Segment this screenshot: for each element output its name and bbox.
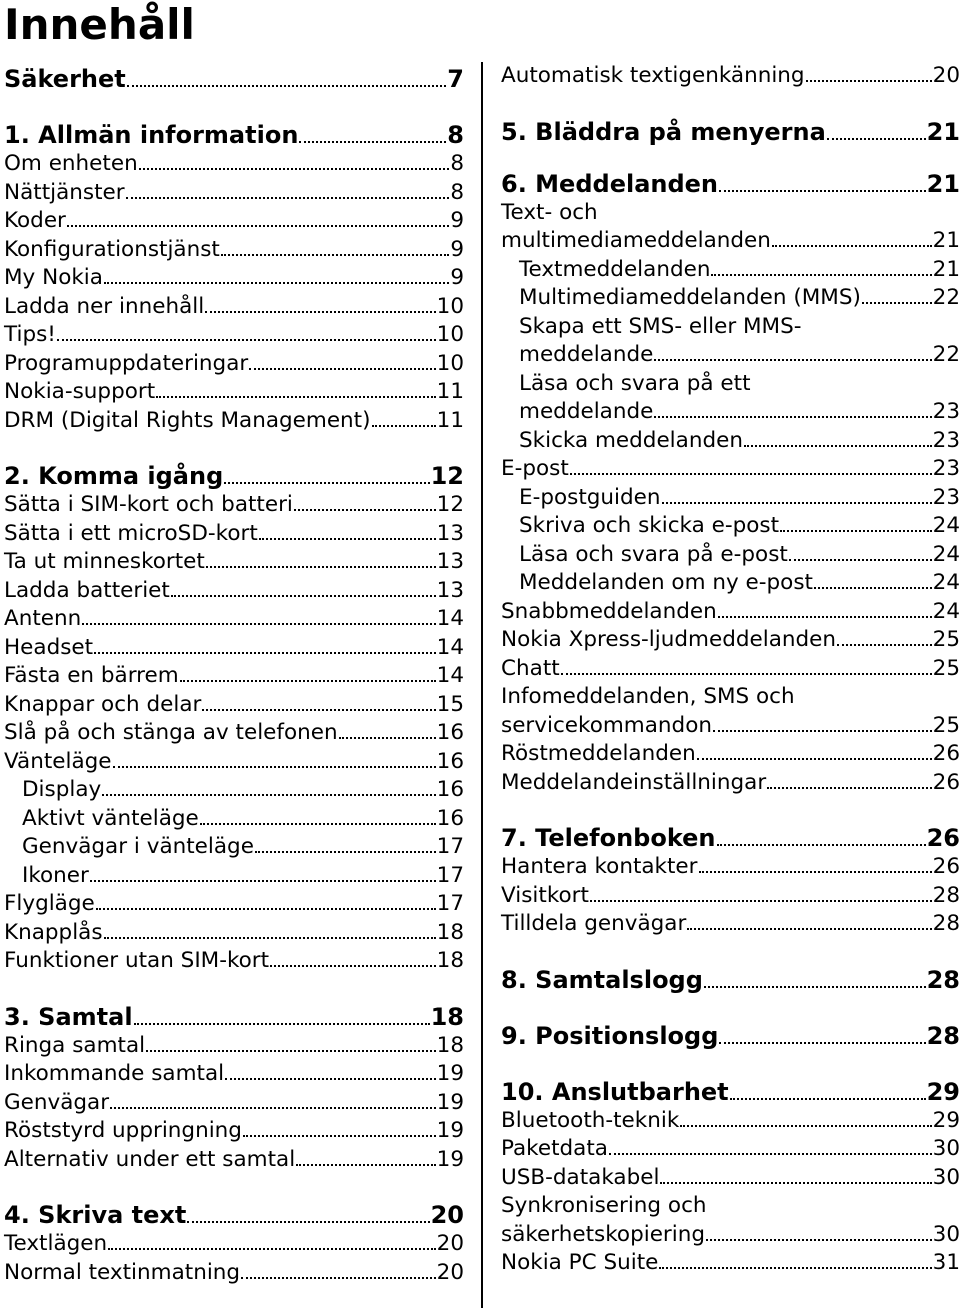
toc-page-number: 24 [932,570,960,595]
dot-leader [711,260,931,275]
toc-entry-text-line1: Infomeddelanden, SMS och [501,684,795,709]
toc-page-number: 17 [436,891,464,916]
toc-entry-text: Slå på och stänga av telefonen [4,720,338,745]
toc-page-number: 25 [932,655,960,681]
toc-entry[interactable] [4,150,464,179]
toc-entry-text: Läsa och svara på e-post [519,541,788,567]
toc-entry[interactable] [501,227,960,256]
toc-entry-text: meddelande [519,399,654,424]
toc-page-number: 10 [436,293,464,319]
toc-chapter[interactable] [501,169,960,199]
toc-page-number: 22 [932,285,960,310]
toc-entry-text: Nokia PC Suite [501,1250,659,1275]
dot-leader [299,126,446,143]
toc-entry[interactable] [4,293,464,322]
toc-page-number: 29 [932,1107,960,1133]
toc-entry[interactable] [501,398,960,427]
toc-entry-text: Meddelanden om ny e-post [519,570,813,595]
toc-entry[interactable] [4,1146,464,1175]
dot-leader [243,1122,436,1137]
toc-entry-text: Knapplås [4,919,103,945]
toc-page-number: 18 [430,1002,464,1031]
toc-page-number: 8 [447,121,464,149]
toc-entry-text: 2. Komma igång [4,462,224,490]
toc-page-number: 24 [932,513,960,538]
dot-leader [90,866,436,881]
toc-page-number: 22 [932,342,960,367]
toc-entry[interactable] [501,626,960,655]
toc-entry-text: 10. Anslutbarhet [501,1077,729,1106]
dot-leader [662,488,932,503]
toc-page-number: 28 [932,911,960,936]
dot-leader [706,1225,932,1240]
toc-page-number: 26 [932,854,960,879]
toc-chapter[interactable] [4,1002,464,1032]
toc-chapter[interactable] [4,1200,464,1230]
dot-leader [339,724,436,739]
dot-leader [127,70,447,87]
toc-page-number: 10 [436,350,464,376]
dot-leader [202,695,435,710]
dot-leader [102,781,435,796]
dot-leader [704,971,926,988]
toc-entry[interactable] [4,1060,464,1089]
toc-entry-text: Genvägar [4,1089,110,1115]
toc-page-number: 25 [932,712,960,738]
toc-chapter[interactable] [501,1077,960,1107]
dot-leader [294,496,436,511]
toc-entry-text: Nokia-support [4,379,156,404]
dot-leader [719,1027,925,1044]
dot-leader [200,809,436,824]
toc-entry[interactable] [4,179,464,208]
toc-page-number: 23 [932,456,960,481]
dot-leader [609,1140,932,1155]
toc-chapter[interactable] [501,117,960,147]
toc-page-number: 19 [436,1061,464,1086]
toc-entry[interactable] [4,378,464,407]
toc-entry-text: Hantera kontakter [501,854,698,879]
toc-entry-text: Säkerhet [4,65,126,93]
toc-entry-text: 8. Samtalslogg [501,965,703,994]
toc-page-number: 21 [926,169,960,198]
toc-entry[interactable] [4,947,464,976]
column-divider [481,62,483,1308]
toc-entry[interactable] [501,910,960,939]
toc-page-number: 14 [436,606,464,631]
toc-entry-text: DRM (Digital Rights Management) [4,407,371,433]
toc-entry-text: Nokia Xpress-ljudmeddelanden [501,627,836,652]
dot-leader [659,1254,931,1269]
dot-leader [255,838,436,853]
toc-page-number: 12 [436,492,464,517]
dot-leader [96,895,436,910]
toc-entry-text: Automatisk textigenkänning [501,63,805,88]
toc-entry[interactable] [501,256,960,285]
toc-entry[interactable] [501,1164,960,1193]
toc-entry-text: Textmeddelanden [519,256,711,282]
toc-page-number: 16 [436,805,464,831]
toc-entry-text: Om enheten [4,151,138,176]
dot-leader [113,752,436,767]
dot-leader [719,175,926,192]
toc-entry-text: Ta ut minneskortet [4,549,205,574]
toc-page-number: 18 [436,919,464,945]
dot-leader [372,411,436,426]
toc-entry-text: servicekommandon [501,712,712,738]
toc-entry-text: säkerhetskopiering [501,1221,706,1247]
toc-entry-text: Multimediameddelanden (MMS) [519,285,861,310]
toc-entry-text: meddelande [519,342,654,367]
toc-entry-text: Tilldela genvägar [501,911,687,936]
toc-page-number: 24 [932,541,960,567]
toc-page-number: 16 [436,720,464,745]
toc-page-number: 28 [926,965,960,994]
dot-leader [687,915,931,930]
toc-entry-text: 4. Skriva text [4,1201,187,1229]
toc-entry-text: My Nokia [4,265,103,290]
toc-page-number: 19 [436,1118,464,1143]
dot-leader [180,667,436,682]
toc-chapter[interactable] [501,965,960,995]
toc-entry-text: Inkommande samtal [4,1061,225,1086]
toc-page-number: 14 [436,634,464,660]
toc-entry-text: Funktioner utan SIM-kort [4,948,270,973]
toc-entry[interactable] [501,769,960,798]
toc-entry[interactable] [501,512,960,541]
toc-entry-text: Knappar och delar [4,691,202,717]
dot-leader [730,1083,926,1100]
dot-leader [699,858,932,873]
toc-entry[interactable] [4,1117,464,1146]
dot-leader [570,460,932,475]
toc-page-number: 16 [436,748,464,774]
dot-leader [94,638,436,653]
toc-entry-text: Chatt [501,655,560,681]
toc-entry-text: E-postguiden [519,484,661,510]
toc-entry[interactable] [4,748,464,777]
dot-leader [67,212,449,227]
toc-entry-text: Genvägar i vänteläge [22,834,254,859]
dot-leader [806,67,932,82]
dot-leader [206,553,436,568]
toc-page-number: 13 [436,577,464,603]
toc-page-number: 19 [436,1089,464,1115]
toc-page-number: 21 [932,256,960,282]
toc-entry[interactable] [501,882,960,911]
toc-entry-text: 5. Bläddra på menyerna [501,117,826,146]
toc-page-number: 8 [450,179,464,205]
toc-page-number: 20 [436,1231,464,1256]
dot-leader [561,659,932,674]
toc-entry-text: Röststyrd uppringning [4,1118,242,1143]
toc-entry[interactable] [4,1032,464,1061]
toc-page-number: 26 [932,769,960,795]
dot-leader [590,886,932,901]
toc-entry-text: Aktivt vänteläge [22,805,199,831]
dot-leader [139,155,450,170]
toc-entry-text: Ladda batteriet [4,577,170,603]
toc-entry-text: Koder [4,208,66,233]
dot-leader [772,232,932,247]
toc-entry[interactable] [501,427,960,456]
toc-entry[interactable] [501,1249,960,1278]
toc-page-number: 24 [932,598,960,624]
dot-leader [108,1235,436,1250]
toc-entry-text: Snabbmeddelanden [501,598,717,624]
toc-entry[interactable] [501,1107,960,1136]
dot-leader [654,346,931,361]
toc-chapter[interactable] [501,1021,960,1051]
toc-entry-text: Antenn [4,606,82,631]
toc-entry[interactable] [4,548,464,577]
toc-entry-text: Röstmeddelanden [501,741,696,766]
toc-page-number: 11 [436,407,464,433]
toc-entry-text: Skicka meddelanden [519,427,743,453]
toc-page-number: 21 [926,117,960,146]
toc-page-number: 30 [932,1136,960,1161]
toc-page-number: 8 [450,151,464,176]
toc-page-number: 21 [932,228,960,253]
toc-chapter[interactable] [4,64,464,94]
toc-entry[interactable] [4,1089,464,1118]
toc-entry-text: 3. Samtal [4,1002,133,1031]
toc-entry[interactable] [4,691,464,720]
toc-page-number: 30 [932,1164,960,1190]
dot-leader [744,431,932,446]
toc-entry-text-line1: Synkronisering och [501,1193,707,1218]
dot-leader [249,354,435,369]
toc-entry-text: Tips! [4,322,56,347]
toc-entry[interactable] [4,491,464,520]
toc-entry[interactable] [4,207,464,236]
toc-entry-text: Paketdata [501,1136,608,1161]
toc-entry-text: E-post [501,456,569,481]
toc-page-number: 16 [436,777,464,802]
toc-entry-text: 7. Telefonboken [501,824,716,852]
toc-entry-text: Visitkort [501,882,589,908]
toc-entry[interactable] [4,919,464,948]
toc-chapter[interactable] [4,120,464,150]
dot-leader [57,326,436,341]
toc-entry[interactable] [4,634,464,663]
toc-left-column [4,62,464,1287]
toc-entry-text: Textlägen [4,1231,108,1256]
toc-page-number: 20 [430,1201,464,1229]
toc-page-number: 10 [436,322,464,347]
toc-page-number: 30 [932,1221,960,1247]
dot-leader [224,467,429,484]
toc-page-number: 28 [932,882,960,908]
toc-entry-text: Ladda ner innehåll [4,293,205,319]
dot-leader [187,1206,429,1223]
toc-entry-text: Ikoner [22,862,89,888]
toc-entry[interactable] [501,655,960,684]
dot-leader [814,574,932,589]
toc-entry-text: Alternativ under ett samtal [4,1146,296,1172]
toc-page-number: 12 [430,462,464,490]
dot-leader [837,631,932,646]
toc-page-number: 17 [436,834,464,859]
dot-leader [104,269,449,284]
toc-page-number: 20 [436,1259,464,1285]
dot-leader [259,524,436,539]
toc-entry[interactable] [4,776,464,805]
dot-leader [241,1263,436,1278]
toc-page-number: 23 [932,399,960,424]
toc-entry[interactable] [501,1135,960,1164]
toc-entry-text: 1. Allmän information [4,121,299,149]
toc-entry-text: Sätta i ett microSD-kort [4,520,258,546]
toc-entry-text: USB-datakabel [501,1164,660,1190]
dot-leader [717,829,926,846]
dot-leader [82,610,435,625]
page-title: Innehåll [4,0,195,49]
toc-right-column [501,62,960,1278]
dot-leader [697,745,932,760]
toc-page-number: 11 [436,379,464,404]
toc-entry-text: 6. Meddelanden [501,169,719,198]
toc-entry[interactable] [4,719,464,748]
toc-entry[interactable] [4,577,464,606]
toc-entry-text: Vänteläge [4,748,112,774]
toc-entry[interactable] [501,284,960,313]
dot-leader [713,716,932,731]
dot-leader [270,952,436,967]
toc-entry-text-line1: Skapa ett SMS- eller MMS- [519,313,802,339]
toc-entry[interactable] [4,236,464,265]
toc-entry-text-line1: Läsa och svara på ett [519,370,751,396]
toc-entry[interactable] [501,853,960,882]
toc-page-number: 23 [932,427,960,453]
dot-leader [862,289,932,304]
dot-leader [789,545,932,560]
dot-leader [171,581,436,596]
dot-leader [221,240,449,255]
dot-leader [767,773,931,788]
toc-entry-text: Sätta i SIM-kort och batteri [4,492,293,517]
toc-entry[interactable] [4,264,464,293]
toc-chapter[interactable] [4,461,464,491]
toc-entry-text: Normal textinmatning [4,1259,241,1285]
toc-page-number: 26 [932,741,960,766]
toc-page-number: 9 [450,265,464,290]
toc-entry[interactable] [501,541,960,570]
dot-leader [660,1168,931,1183]
toc-entry[interactable] [501,484,960,513]
toc-page-number: 13 [436,520,464,546]
toc-entry[interactable] [4,1230,464,1259]
toc-entry[interactable] [4,321,464,350]
toc-page-number: 25 [932,627,960,652]
toc-entry[interactable] [501,62,960,91]
toc-entry[interactable] [4,1259,464,1288]
toc-entry[interactable] [4,662,464,691]
dot-leader [110,1093,436,1108]
toc-entry[interactable] [501,740,960,769]
toc-page-number: 29 [926,1077,960,1106]
dot-leader [146,1036,436,1051]
toc-entry-text: Flygläge [4,891,95,916]
dot-leader [156,383,436,398]
dot-leader [827,123,926,140]
toc-entry-text: Display [22,777,102,802]
toc-entry[interactable] [4,833,464,862]
toc-entry[interactable] [4,350,464,379]
toc-entry[interactable] [501,1221,960,1250]
toc-entry[interactable] [501,569,960,598]
toc-entry-text: Programuppdateringar [4,350,249,376]
dot-leader [205,297,435,312]
toc-entry[interactable] [4,407,464,436]
dot-leader [104,923,436,938]
toc-entry-text: Konfigurationstjänst [4,236,220,262]
toc-entry-text-line1: Text- och [501,199,598,225]
toc-page-number: 15 [436,691,464,717]
toc-entry-text: Bluetooth-teknik [501,1107,680,1133]
toc-entry[interactable] [4,890,464,919]
toc-page-number: 9 [450,236,464,262]
toc-entry-text: 9. Positionslogg [501,1021,719,1050]
toc-entry[interactable] [4,605,464,634]
toc-entry[interactable] [4,520,464,549]
dot-leader [296,1150,435,1165]
toc-entry[interactable] [501,341,960,370]
dot-leader [134,1008,430,1025]
toc-entry[interactable] [4,805,464,834]
toc-entry[interactable] [501,598,960,627]
toc-page-number: 20 [932,63,960,88]
toc-entry-text: Nättjänster [4,179,125,205]
toc-page-number: 14 [436,663,464,688]
toc-entry-text: Meddelandeinställningar [501,769,767,795]
toc-entry[interactable] [4,862,464,891]
toc-page-number: 28 [926,1021,960,1050]
toc-entry-text: Fästa en bärrem [4,663,179,688]
toc-entry-text: Headset [4,634,94,660]
toc-entry[interactable] [501,455,960,484]
dot-leader [225,1065,436,1080]
toc-entry-text: multimediameddelanden [501,228,771,253]
toc-page-number: 17 [436,862,464,888]
toc-entry-text: Skriva och skicka e-post [519,513,780,538]
toc-page-number: 23 [932,484,960,510]
dot-leader [718,602,932,617]
toc-page-number: 13 [436,549,464,574]
toc-page-number: 19 [436,1146,464,1172]
toc-entry-text: Ringa samtal [4,1032,146,1058]
toc-page-number: 18 [436,1032,464,1058]
toc-chapter[interactable] [501,823,960,853]
dot-leader [654,403,931,418]
dot-leader [126,183,450,198]
dot-leader [680,1111,931,1126]
toc-page-number: 18 [436,948,464,973]
toc-page-number: 9 [450,208,464,233]
toc-page-number: 26 [926,824,960,852]
toc-page-number: 31 [932,1250,960,1275]
toc-page-number: 7 [447,65,464,93]
toc-entry[interactable] [501,712,960,741]
dot-leader [780,517,932,532]
